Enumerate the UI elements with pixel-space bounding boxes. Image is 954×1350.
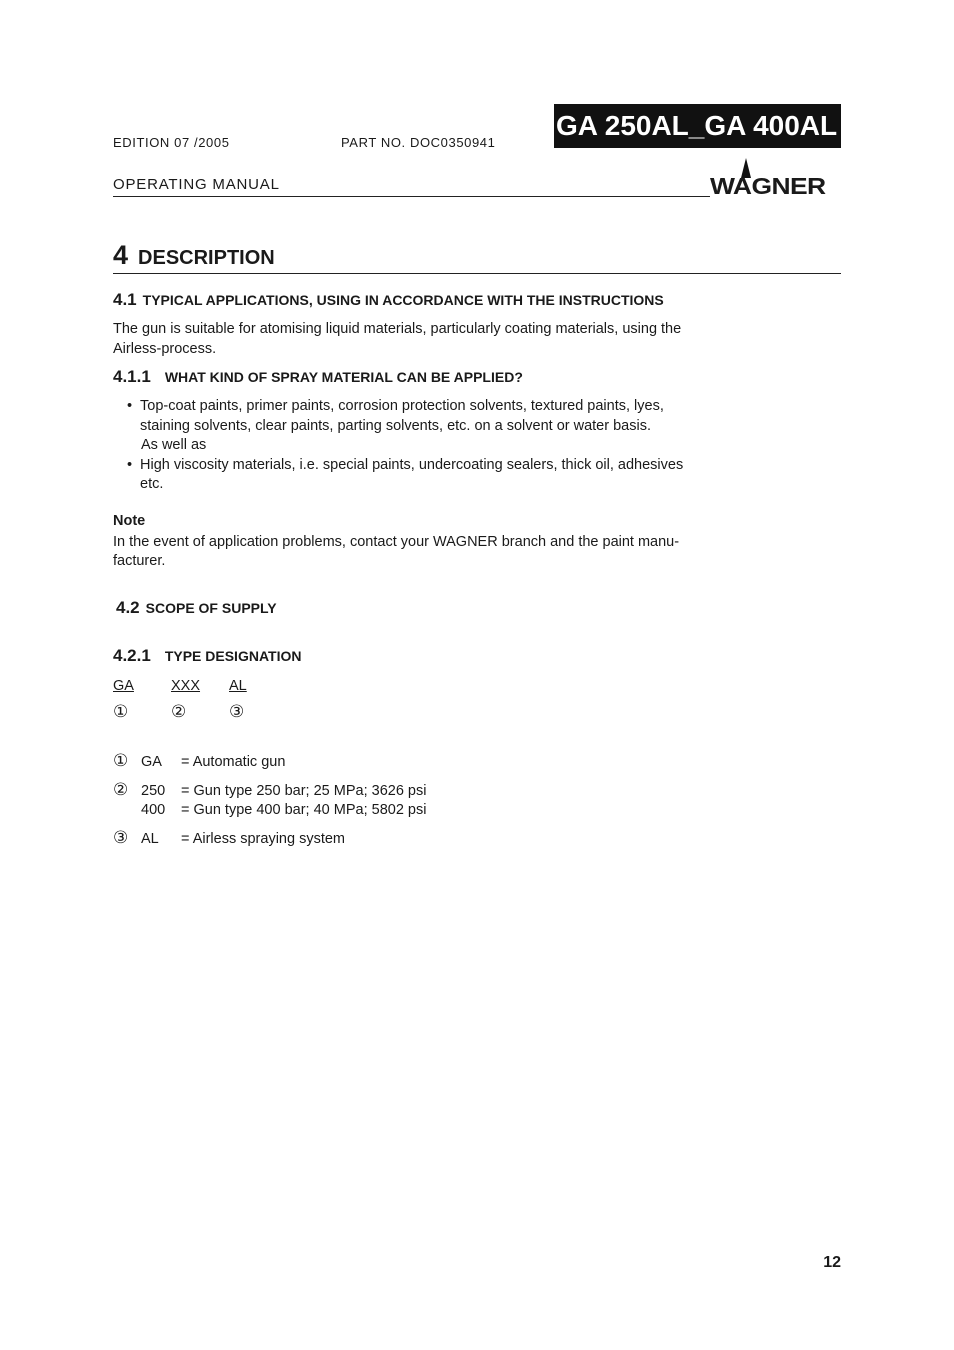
list-item-line: etc. [140, 476, 164, 492]
header-rule [113, 196, 710, 197]
list-item [126, 397, 726, 456]
designation-part-ga: GA [113, 678, 134, 694]
subsection-title: TYPE DESIGNATION [164, 648, 302, 664]
spray-material-list [126, 397, 726, 495]
section-title: DESCRIPTION [138, 247, 275, 269]
list-item-line: • Top-coat paints, primer paints, corrosion protection solvents, textured paints, lyes, [140, 398, 664, 414]
marker-3-icon: ③ [229, 702, 245, 721]
section-heading [113, 240, 275, 271]
legend-marker-icon: ② [113, 780, 129, 799]
wagner-logo [708, 156, 842, 198]
subsection-number: 4.1.1 [113, 367, 151, 386]
designation-part-al: AL [229, 678, 247, 694]
marker-1-icon: ① [113, 702, 129, 721]
legend-desc: = Gun type 250 bar; 25 MPa; 3626 psi [181, 783, 427, 799]
subsection-4-1-1-heading [113, 367, 523, 387]
page-number: 12 [823, 1254, 841, 1271]
marker-2-icon: ② [171, 702, 187, 721]
part-number: PART NO. DOC0350941 [341, 135, 496, 150]
subsection-number: 4.2.1 [113, 646, 151, 665]
subsection-title: TYPICAL APPLICATIONS, USING IN ACCORDANCE WITH THE INSTRUCTIONS [142, 292, 664, 308]
section-rule [113, 273, 841, 274]
note-label: Note [113, 513, 146, 529]
wagner-logo-text: WAGNER [710, 173, 826, 199]
subsection-title: WHAT KIND OF SPRAY MATERIAL CAN BE APPLIED? [164, 369, 523, 385]
model-title: GA 250AL_GA 400AL [554, 104, 841, 148]
subsection-4-2-heading [116, 598, 277, 618]
edition-label: EDITION 07 /2005 [113, 135, 230, 150]
legend-desc: = Airless spraying system [181, 831, 345, 847]
subsection-number: 4.2 [116, 598, 140, 617]
list-item-line: As well as [141, 437, 207, 453]
legend-code: 400 [141, 802, 166, 818]
designation-part-xxx: XXX [171, 678, 201, 694]
subsection-4-1-heading [113, 290, 664, 310]
note-line: facturer. [113, 553, 166, 569]
subsection-number: 4.1 [113, 290, 137, 309]
list-item-line: • High viscosity materials, i.e. special paints, undercoating sealers, thick oil, adhesives [140, 456, 684, 473]
legend-marker-icon: ① [113, 751, 129, 770]
manual-label: OPERATING MANUAL [113, 176, 280, 193]
legend-code: AL [141, 831, 159, 847]
legend-code: GA [141, 754, 162, 770]
list-item [126, 456, 726, 495]
section-number: 4 [113, 240, 129, 270]
note-line: In the event of application problems, contact your WAGNER branch and the paint manu- [113, 533, 680, 550]
subsection-title: SCOPE OF SUPPLY [145, 600, 277, 616]
paragraph-line: The gun is suitable for atomising liquid materials, particularly coating materials, using the [113, 321, 682, 337]
subsection-4-2-1-heading [113, 646, 301, 666]
legend-desc: = Automatic gun [181, 754, 286, 770]
applications-paragraph [113, 320, 733, 359]
legend-code: 250 [141, 783, 166, 799]
note-block [113, 512, 733, 572]
legend-desc: = Gun type 400 bar; 40 MPa; 5802 psi [181, 802, 427, 818]
paragraph-line: Airless-process. [113, 340, 217, 357]
legend-marker-icon: ③ [113, 828, 129, 847]
list-item-line: staining solvents, clear paints, parting solvents, etc. on a solvent or water basis. [140, 417, 651, 434]
